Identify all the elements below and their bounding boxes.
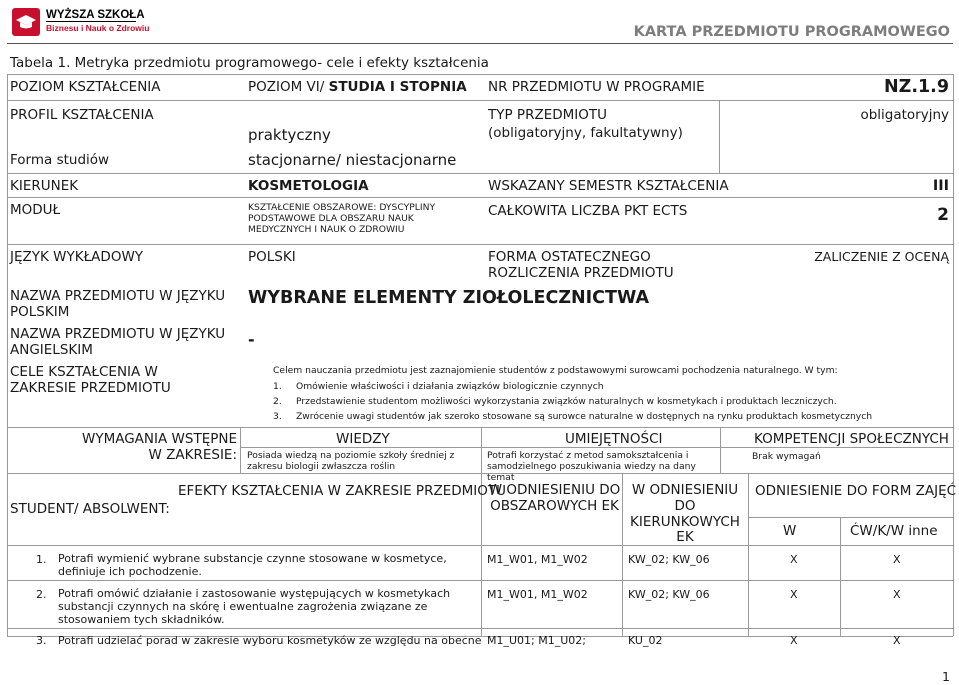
cell-border (840, 517, 841, 636)
field-label: KIERUNEK (10, 178, 79, 194)
effect-cw-mark: X (893, 553, 901, 566)
name-en-label: NAZWA PRZEDMIOTU W JĘZYKU ANGIELSKIM (10, 326, 226, 358)
row-border (7, 197, 953, 198)
semester-value: III (932, 178, 949, 194)
effect-text: Potrafi wymienić wybrane substancje czynne stosowane w kosmetyce, definiuje ich pochodzenie. (58, 552, 447, 578)
effect-cw-mark: X (893, 634, 901, 647)
effect-w-mark: X (790, 588, 798, 601)
logo-line2: Biznesu i Nauk o Zdrowiu (46, 23, 150, 33)
profile-value: praktyczny (248, 126, 331, 144)
student-label: STUDENT/ ABSOLWENT: (10, 501, 170, 517)
row-border (7, 545, 953, 546)
col-cw-header: ĆW/K/W inne (850, 523, 938, 539)
effect-field-ref: KW_02; KW_06 (628, 553, 710, 566)
name-en-value: - (248, 330, 255, 349)
effect-area-ref: M1_W01, M1_W02 (487, 553, 588, 566)
study-form-value: stacjonarne/ niestacjonarne (248, 151, 457, 169)
knowledge-header: WIEDZY (336, 431, 390, 447)
goal-item: 2. Przedstawienie studentom możliwości wykorzystania związków naturalnych w kosmetykach i produktach leczniczych. (273, 396, 837, 407)
social-header: KOMPETENCJI SPOŁECZNYCH (754, 431, 949, 447)
row-border (7, 100, 953, 101)
effect-area-ref: M1_U01; M1_U02; (487, 634, 586, 647)
module-value: KSZTAŁCENIE OBSZAROWE: DYSCYPLINY PODSTAWOWE DLA OBSZARU NAUK MEDYCZNYCH I NAUK O ZDROWIU (248, 202, 436, 235)
knowledge-value: Posiada wiedzą na poziomie szkoły średniej z zakresu biologii zwłaszcza roślin (247, 450, 455, 472)
profile-label: PROFIL KSZTAŁCENIA (10, 107, 154, 123)
header-rule (7, 43, 953, 44)
type-label-line2: (obligatoryjny, fakultatywny) (488, 125, 683, 141)
table-caption: Tabela 1. Metryka przedmiotu programowego- cele i efekty kształcenia (10, 55, 489, 71)
document-title: KARTA PRZEDMIOTU PROGRAMOWEGO (633, 24, 950, 40)
type-label-line1: TYP PRZEDMIOTU (488, 107, 608, 123)
goal-item: 1. Omówienie właściwości i działania związków biologicznie czynnych (273, 381, 604, 392)
cell-border (719, 100, 720, 173)
row-border (7, 473, 953, 474)
cell-border (481, 427, 482, 636)
field-ref-header: W ODNIESIENIU DO KIERUNKOWYCH EK (630, 482, 740, 546)
goals-intro: Celem nauczania przedmiotu jest zaznajomienie studentów z podstawowymi surowcami pochodzenia naturalnego. W tym: (273, 365, 838, 376)
row-border (748, 517, 953, 518)
name-pl-label: NAZWA PRZEDMIOTU W JĘZYKU POLSKIM (10, 288, 226, 320)
form-ref-header: ODNIESIENIE DO FORM ZAJĘĆ (755, 483, 957, 499)
social-value: Brak wymagań (752, 451, 821, 462)
settlement-label-line2: ROZLICZENIA PRZEDMIOTU (488, 265, 674, 281)
prereq-label-line2: W ZAKRESIE: (148, 447, 237, 463)
field-value: KOSMETOLOGIA (248, 178, 369, 194)
prereq-label-line1: WYMAGANIA WSTĘPNE (81, 431, 237, 447)
cell-border (240, 427, 241, 473)
skills-value: Potrafi korzystać z metod samokształcenia i samodzielnego poszukiwania wiedzy na dany temat (487, 450, 696, 483)
table-right-border (953, 74, 954, 636)
effect-num: 1. (36, 553, 47, 566)
level-label: POZIOM KSZTAŁCENIA (10, 79, 161, 95)
row-border (240, 447, 953, 448)
ects-value: 2 (937, 205, 949, 225)
logo-divider (46, 21, 136, 22)
row-border (7, 173, 953, 174)
row-border (7, 628, 953, 629)
row-border (7, 580, 953, 581)
effect-w-mark: X (790, 634, 798, 647)
settlement-label-line1: FORMA OSTATECZNEGO (488, 249, 651, 265)
semester-label: WSKAZANY SEMESTR KSZTAŁCENIA (488, 178, 729, 194)
settlement-value: ZALICZENIE Z OCENĄ (814, 249, 949, 264)
effect-field-ref: KW_02; KW_06 (628, 588, 710, 601)
effects-header: EFEKTY KSZTAŁCENIA W ZAKRESIE PRZEDMIOTU (178, 483, 507, 499)
table-left-border (7, 74, 8, 636)
cell-border (622, 473, 623, 636)
col-w-header: W (783, 523, 797, 539)
module-label: MODUŁ (10, 202, 61, 218)
program-number-label: NR PRZEDMIOTU W PROGRAMIE (488, 79, 705, 95)
effect-cw-mark: X (893, 588, 901, 601)
goals-label: CELE KSZTAŁCENIA W ZAKRESIE PRZEDMIOTU (10, 364, 171, 396)
logo-emblem (12, 8, 40, 36)
effect-num: 2. (36, 588, 47, 601)
program-number-value: NZ.1.9 (884, 77, 949, 97)
level-value: POZIOM VI/ STUDIA I STOPNIA (248, 79, 467, 95)
effect-w-mark: X (790, 553, 798, 566)
cell-border (748, 473, 749, 636)
row-border (7, 427, 953, 428)
name-pl-value: WYBRANE ELEMENTY ZIOŁOLECZNICTWA (248, 288, 650, 308)
language-value: POLSKI (248, 249, 296, 265)
page-number: 1 (942, 669, 950, 684)
skills-header: UMIEJĘTNOŚCI (565, 431, 663, 447)
type-value: obligatoryjny (860, 107, 949, 123)
language-label: JĘZYK WYKŁADOWY (10, 249, 144, 265)
effect-num: 3. (36, 634, 47, 647)
goal-item: 3. Zwrócenie uwagi studentów jak szeroko stosowane są surowce naturalne w dostępnych na rynku produktach kosmetycznych (273, 411, 873, 422)
logo-line1: WYŻSZA SZKOŁA (46, 9, 145, 21)
ects-label: CAŁKOWITA LICZBA PKT ECTS (488, 203, 688, 219)
effect-text: Potrafi udzielać porad w zakresie wyboru kosmetyków ze względu na obecne (58, 634, 482, 647)
effect-text: Potrafi omówić działanie i zastosowanie występujących w kosmetykach substancji czynnych na skórę i ewentualne zagrożenia związane ze stosowaniem tych składników. (58, 587, 451, 626)
study-form-label: Forma studiów (10, 152, 110, 168)
area-ref-header: W ODNIESIENIU DO OBSZAROWYCH EK (488, 482, 621, 514)
row-border (7, 244, 953, 245)
effect-area-ref: M1_W01, M1_W02 (487, 588, 588, 601)
cell-border (720, 427, 721, 473)
row-border (7, 74, 953, 75)
effect-field-ref: KU_02 (628, 634, 663, 647)
